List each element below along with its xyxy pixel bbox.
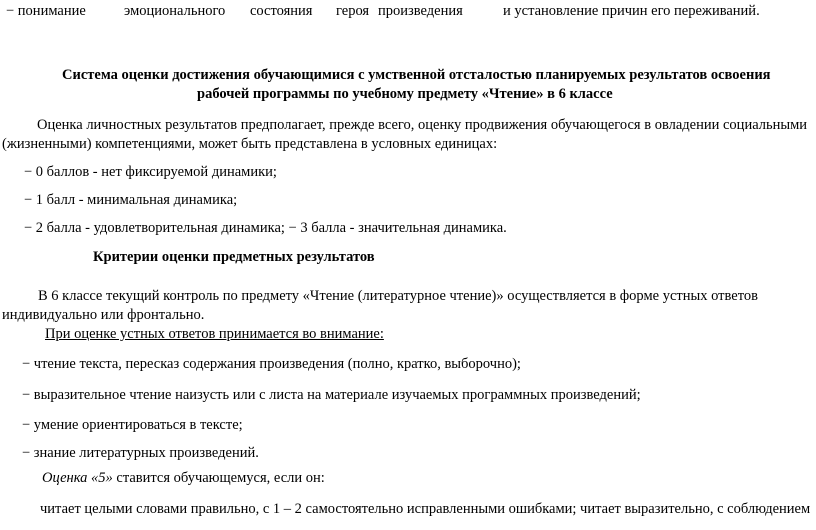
section-title-line2: рабочей программы по учебному предмету «Чтение» в 6 классе — [197, 86, 613, 102]
grade-5-label: Оценка «5» — [42, 470, 113, 486]
scale-item-0: − 0 баллов - нет фиксируемой динамики; — [24, 164, 277, 180]
top-line-word: − понимание — [6, 3, 86, 19]
oral-item-expressive: − выразительное чтение наизусть или с листа на материале изучаемых программных произведений; — [22, 387, 641, 403]
top-line-word: героя — [336, 3, 370, 19]
oral-item-knowledge: − знание литературных произведений. — [22, 445, 259, 461]
scale-item-2: − 2 балла - удовлетворительная динамика; − 3 балла - значительная динамика. — [24, 220, 507, 236]
grade-5-line — [42, 469, 325, 487]
oral-item-orientation: − умение ориентироваться в тексте; — [22, 417, 243, 433]
control-paragraph-line1: В 6 классе текущий контроль по предмету «Чтение (литературное чтение)» осуществляется в форме устных ответов — [38, 288, 758, 304]
oral-item-reading: − чтение текста, пересказ содержания произведения (полно, кратко, выборочно); — [22, 356, 521, 372]
oral-heading: При оценке устных ответов принимается во внимание: — [45, 326, 384, 342]
top-line-word: и установление причин его переживаний. — [503, 3, 760, 19]
scale-item-1: − 1 балл - минимальная динамика; — [24, 192, 238, 208]
criteria-title: Критерии оценки предметных результатов — [93, 249, 375, 265]
section-title-line1: Система оценки достижения обучающимися с умственной отсталостью планируемых результатов освоения — [62, 67, 771, 83]
top-line-word: произведения — [378, 3, 463, 19]
top-line-word: состояния — [250, 3, 313, 19]
grade-5-rest: ставится обучающемуся, если он: — [112, 470, 325, 486]
personal-paragraph-line1: Оценка личностных результатов предполагает, прежде всего, оценку продвижения обучающегося в овладении социальными — [37, 117, 808, 133]
personal-paragraph-line2: (жизненными) компетенциями, может быть представлена в условных единицах: — [2, 136, 498, 152]
last-line: читает целыми словами правильно, с 1 – 2 самостоятельно исправленными ошибками; читает выразительно, с соблюдением — [40, 501, 811, 517]
top-line-word: эмоционального — [124, 3, 226, 19]
control-paragraph-line2: индивидуально или фронтально. — [2, 307, 205, 323]
